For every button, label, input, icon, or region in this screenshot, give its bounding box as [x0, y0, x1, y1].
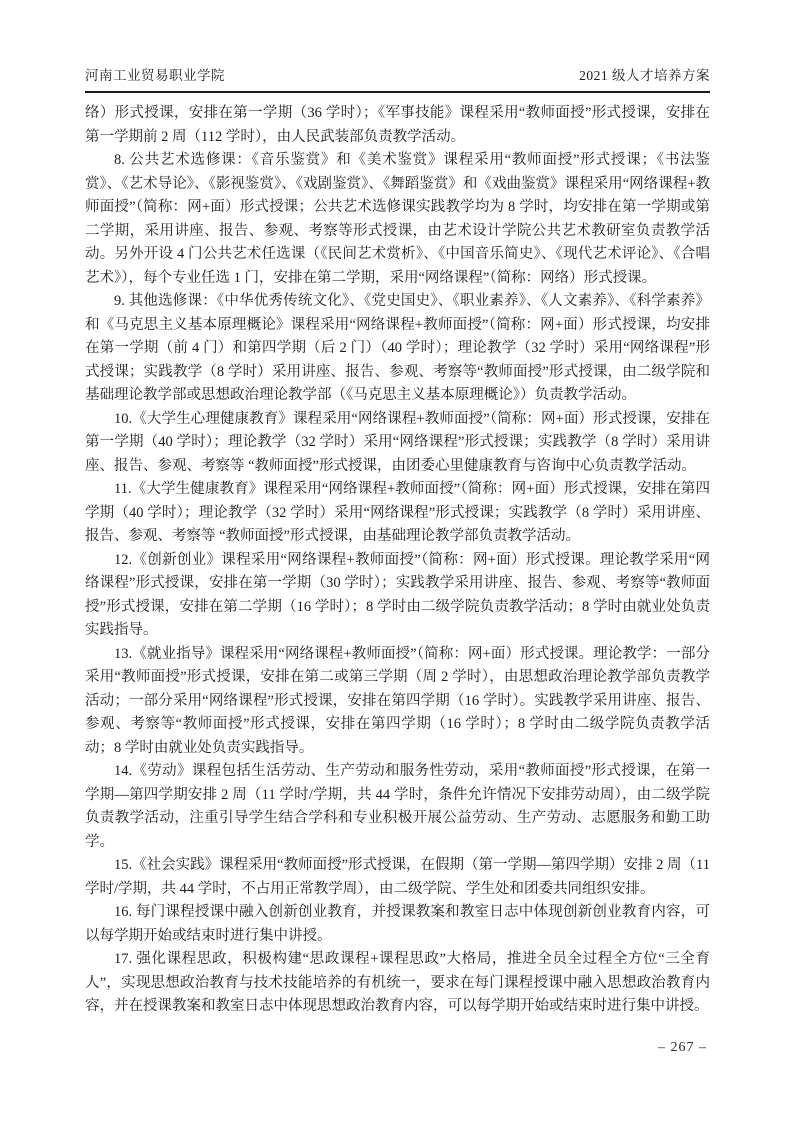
- page-number: – 267 –: [658, 1040, 707, 1055]
- page-header: [85, 64, 710, 93]
- page-footer: [658, 1040, 707, 1056]
- paragraph-item-14: 14.《劳动》课程包括生活劳动、生产劳动和服务性劳动，采用“教师面授”形式授课，在第一学期—第四学期安排 2 周（11 学时/学期，共 44 学时，条件允许情况下安排劳动周），由二级学院负责教学活动，注重引导学生结合学科和专业积极开展公益劳动、生产劳动、志愿服务和勤工助学。: [85, 763, 710, 850]
- paragraph-item-12: 12.《创新创业》课程采用“网络课程+教师面授”（简称：网+面）形式授课。理论教学采用“网络课程”形式授课，安排在第一学期（30 学时）；实践教学采用讲座、报告、参观、考察等“教师面授”形式授课，安排在第二学期（16 学时）；8 学时由二级学院负责教学活动；8 学时由就业处负责实践指导。: [85, 551, 710, 638]
- paragraph-item-16: 16. 每门课程授课中融入创新创业教育，并授课教案和教室日志中体现创新创业教育内容，可以每学期开始或结束时进行集中讲授。: [85, 904, 710, 944]
- paragraph-item-17: 17. 强化课程思政，积极构建“思政课程+课程思政”大格局，推进全员全过程全方位“三全育人”，实现思想政治教育与技术技能培养的有机统一，要求在每门课程授课中融入思想政治教育内容，并在授课教案和教室日志中体现思想政治教育内容，可以每学期开始或结束时进行集中讲授。: [85, 951, 710, 1014]
- header-doc-title: 2021 级人才培养方案: [579, 68, 710, 83]
- paragraph-continuation: 络）形式授课，安排在第一学期（36 学时）；《军事技能》课程采用“教师面授”形式授课，安排在第一学期前 2 周（112 学时），由人民武装部负责教学活动。: [85, 105, 710, 145]
- header-school-name: 河南工业贸易职业学院: [85, 68, 225, 83]
- paragraph-item-11: 11.《大学生健康教育》课程采用“网络课程+教师面授”（简称：网+面）形式授课，安排在第四学期（40 学时）；理论教学（32 学时）采用“网络课程”形式授课；实践教学（8 学时）采用讲座、报告、参观、考察等 “教师面授”形式授课，由基础理论教学部负责教学活动。: [85, 481, 710, 544]
- paragraph-item-9: 9. 其他选修课：《中华优秀传统文化》、《党史国史》、《职业素养》、《人文素养》、《科学素养》和《马克思主义基本原理概论》课程采用“网络课程+教师面授”（简称：网+面）形式授课，均安排在第一学期（前 4 门）和第四学期（后 2 门）（40 学时）；理论教学（32 学时）采用“网络课程”形式授课；实践教学（8 学时）采用讲座、报告、参观、考察等“教师面授”形式授课，由二级学院和基础理论教学部或思想政治理论教学部（《马克思主义基本原理概论》）负责教学活动。: [85, 293, 710, 403]
- paragraph-item-10: 10.《大学生心理健康教育》课程采用“网络课程+教师面授”（简称：网+面）形式授课，安排在第一学期（40 学时）；理论教学（32 学时）采用“网络课程”形式授课；实践教学（8 学时）采用讲座、报告、参观、考察等 “教师面授”形式授课，由团委心里健康教育与咨询中心负责教学活动。: [85, 410, 710, 474]
- document-body: [85, 102, 710, 1019]
- paragraph-item-15: 15.《社会实践》课程采用“教师面授”形式授课，在假期（第一学期—第四学期）安排 2 周（11 学时/学期，共 44 学时，不占用正常教学周），由二级学院、学生处和团委共同组织安排。: [85, 857, 710, 897]
- paragraph-item-8: 8. 公共艺术选修课：《音乐鉴赏》和《美术鉴赏》课程采用“教师面授”形式授课；《书法鉴赏》、《艺术导论》、《影视鉴赏》、《戏剧鉴赏》、《舞蹈鉴赏》和《戏曲鉴赏》课程采用“网络课程+教师面授”（简称：网+面）形式授课；公共艺术选修课实践教学均为 8 学时，均安排在第一学期或第二学期，采用讲座、报告、参观、考察等形式授课，由艺术设计学院公共艺术教研室负责教学活动。另外开设 4 门公共艺术任选课（《民间艺术赏析》、《中国音乐简史》、《现代艺术评论》、《合唱艺术》），每个专业任选 1 门，安排在第二学期，采用“网络课程”（简称：网络）形式授课。: [85, 152, 710, 286]
- paragraph-item-13: 13.《就业指导》课程采用“网络课程+教师面授”（简称：网+面）形式授课。理论教学：一部分采用“教师面授”形式授课，安排在第二或第三学期（周 2 学时），由思想政治理论教学部负责教学活动；一部分采用“网络课程”形式授课，安排在第四学期（16 学时）。实践教学采用讲座、报告、参观、考察等“教师面授”形式授课，安排在第四学期（16 学时）；8 学时由二级学院负责教学活动；8 学时由就业处负责实践指导。: [85, 645, 710, 756]
